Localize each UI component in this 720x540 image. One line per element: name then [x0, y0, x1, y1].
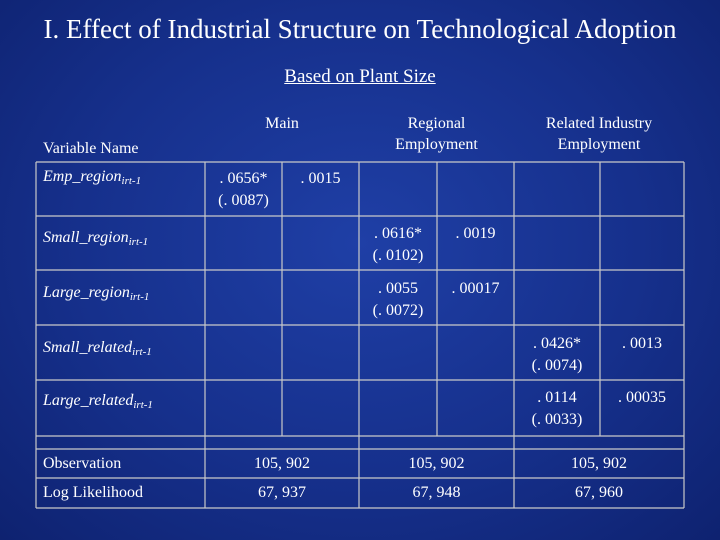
coefficient-2: . 0013 [622, 335, 662, 352]
coef-cell [359, 278, 437, 322]
standard-error: (. 0033) [531, 411, 583, 428]
variable-large-region [43, 282, 149, 308]
coefficient: . 0616* [374, 225, 422, 242]
stat-regional: 67, 948 [412, 484, 461, 501]
stat-label-observation: Observation [43, 455, 122, 472]
stat-main: 105, 902 [254, 455, 310, 472]
stat-regional: 105, 902 [408, 455, 465, 472]
coefficient-2: . 0015 [300, 170, 341, 187]
standard-error: (. 0087) [218, 192, 269, 209]
variable-label: Emp_region [43, 168, 122, 185]
coefficient: . 0656* [219, 170, 268, 187]
variable-label: Small_region [43, 229, 129, 246]
header-related [514, 113, 684, 155]
variable-subscript: irt-1 [133, 399, 153, 411]
header-regional [359, 113, 514, 155]
variable-label: Large_region [43, 284, 130, 301]
variable-small-related [43, 337, 152, 363]
coef-cell [359, 223, 437, 267]
coef-cell-2 [282, 168, 359, 190]
coef-cell-2 [600, 333, 684, 355]
slide-title: I. Effect of Industrial Structure on Technological Adoption [43, 14, 677, 44]
stat-related: 105, 902 [571, 455, 627, 472]
coefficient: . 0114 [537, 389, 577, 406]
variable-subscript: irt-1 [121, 175, 142, 187]
stat-main: 67, 937 [258, 484, 306, 501]
coef-cell [514, 387, 600, 431]
variable-label: Large_related [43, 392, 134, 409]
standard-error: (. 0072) [372, 302, 424, 319]
coefficient-2: . 00017 [451, 280, 500, 297]
coefficient-2: . 00035 [618, 389, 666, 406]
header-related-line1: Related Industry [545, 115, 653, 132]
header-related-line2: Employment [557, 136, 641, 153]
standard-error: (. 0102) [372, 247, 424, 264]
coef-cell-2 [437, 278, 514, 300]
header-regional-line1: Regional [407, 115, 466, 132]
coef-cell [514, 333, 600, 377]
stat-related: 67, 960 [575, 484, 623, 501]
coefficient-2: . 0019 [455, 225, 496, 242]
coef-cell-2 [437, 223, 514, 245]
coef-cell-2 [600, 387, 684, 409]
header-main: Main [265, 115, 299, 132]
variable-emp-region [43, 166, 141, 192]
header-regional-line2: Employment [395, 136, 478, 153]
variable-label: Small_related [43, 339, 133, 356]
variable-subscript: irt-1 [132, 346, 152, 358]
coefficient: . 0055 [378, 280, 418, 297]
variable-subscript: irt-1 [128, 236, 149, 248]
slide-subtitle: Based on Plant Size [284, 66, 436, 87]
header-variable-name: Variable Name [43, 140, 139, 157]
standard-error: (. 0074) [531, 357, 583, 374]
coefficient: . 0426* [533, 335, 581, 352]
variable-subscript: irt-1 [129, 291, 150, 303]
variable-large-related [43, 390, 153, 416]
variable-small-region [43, 227, 148, 253]
coef-cell [205, 168, 282, 212]
stat-label-log-likelihood: Log Likelihood [43, 484, 143, 501]
